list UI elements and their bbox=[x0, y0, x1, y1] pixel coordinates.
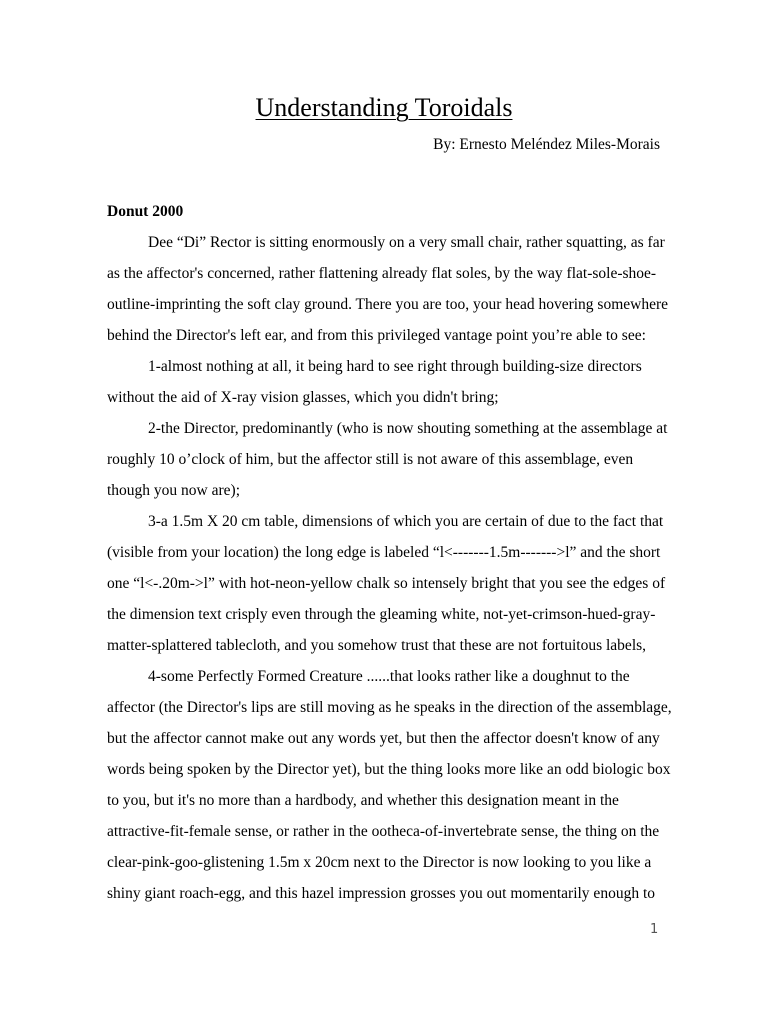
paragraph-item-2 bbox=[107, 413, 668, 506]
paragraph-line: outline-imprinting the soft clay ground. There you are too, your head hovering somewhere bbox=[107, 296, 669, 313]
paragraph-line: 4-some Perfectly Formed Creature ......that looks rather like a doughnut to the bbox=[148, 668, 630, 685]
paragraph-item-4 bbox=[107, 661, 672, 909]
paragraph-line: though you now are); bbox=[107, 482, 241, 499]
section-heading: Donut 2000 bbox=[107, 203, 184, 220]
paragraph-line: 1-almost nothing at all, it being hard to see right through building-size directors bbox=[148, 358, 642, 375]
paragraph-line: 3-a 1.5m X 20 cm table, dimensions of which you are certain of due to the fact that bbox=[148, 513, 664, 530]
paragraph-line: clear-pink-goo-glistening 1.5m x 20cm next to the Director is now looking to you like a bbox=[107, 854, 652, 871]
paragraph-line: but the affector cannot make out any words yet, but then the affector doesn't know of any bbox=[107, 730, 660, 747]
paragraph-line: words being spoken by the Director yet), but the thing looks more like an odd biologic box bbox=[107, 761, 671, 778]
paragraph-line: attractive-fit-female sense, or rather in the ootheca-of-invertebrate sense, the thing on the bbox=[107, 823, 660, 840]
paragraph-line: to you, but it's no more than a hardbody, and whether this designation meant in the bbox=[107, 792, 619, 809]
paragraph-line: matter-splattered tablecloth, and you somehow trust that these are not fortuitous labels, bbox=[107, 637, 647, 654]
paragraph-line: affector (the Director's lips are still moving as he speaks in the direction of the assemblage, bbox=[107, 699, 672, 716]
paragraph-line: the dimension text crisply even through the gleaming white, not-yet-crimson-hued-gray- bbox=[107, 606, 656, 623]
paragraph-line: one “l<-.20m->l” with hot-neon-yellow chalk so intensely bright that you see the edges of bbox=[107, 575, 666, 592]
paragraph-line: without the aid of X-ray vision glasses, which you didn't bring; bbox=[107, 389, 499, 406]
paragraph-line: Dee “Di” Rector is sitting enormously on a very small chair, rather squatting, as far bbox=[148, 234, 665, 251]
paragraph-line: roughly 10 o’clock of him, but the affector still is not aware of this assemblage, even bbox=[107, 451, 634, 468]
document-body bbox=[107, 196, 672, 909]
paragraph-line: behind the Director's left ear, and from this privileged vantage point you’re able to see: bbox=[107, 327, 646, 344]
paragraph-line: 2-the Director, predominantly (who is now shouting something at the assemblage at bbox=[148, 420, 668, 437]
paragraph-item-3 bbox=[107, 506, 666, 661]
page-number: 1 bbox=[650, 922, 659, 937]
document-title: Understanding Toroidals bbox=[255, 93, 513, 122]
paragraph-intro bbox=[107, 227, 669, 351]
paragraph-line: shiny giant roach-egg, and this hazel impression grosses you out momentarily enough to bbox=[107, 885, 655, 902]
paragraph-item-1 bbox=[107, 351, 659, 413]
document-author: By: Ernesto Meléndez Miles-Morais bbox=[433, 136, 660, 153]
paragraph-line: (visible from your location) the long edge is labeled “l<-------1.5m------->l” and the short bbox=[107, 544, 661, 561]
paragraph-line: as the affector's concerned, rather flattening already flat soles, by the way flat-sole-shoe- bbox=[107, 265, 657, 282]
